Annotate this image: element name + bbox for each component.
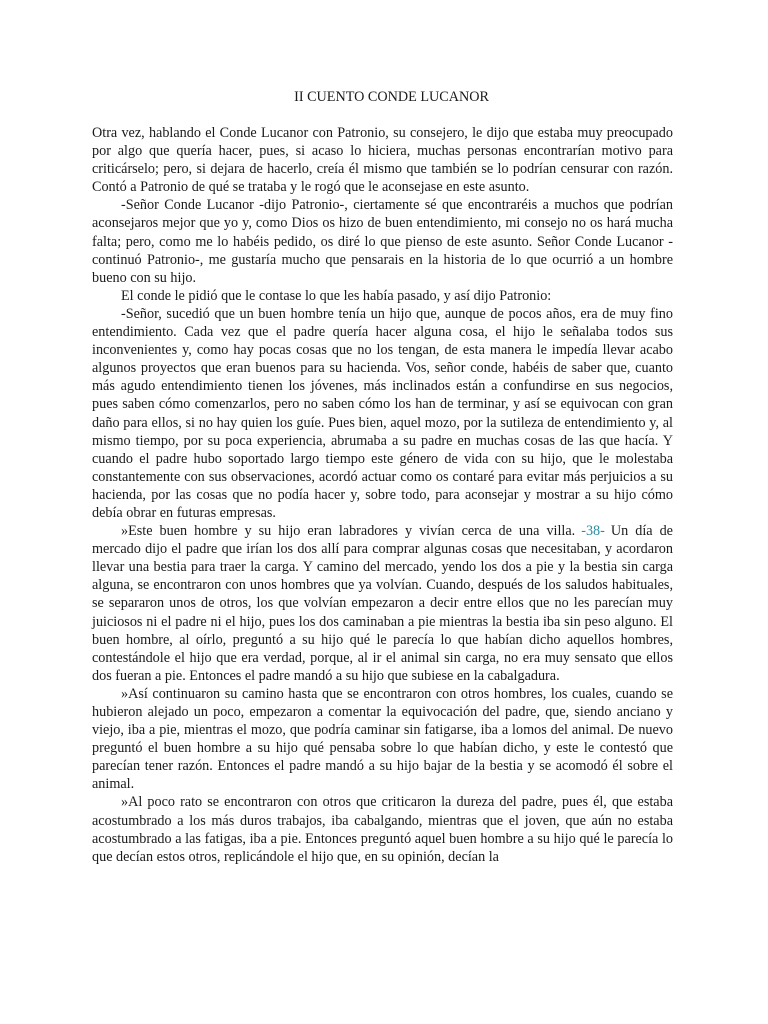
paragraph-3: El conde le pidió que le contase lo que les había pasado, y así dijo Patronio: <box>121 287 552 304</box>
paragraph-4: -Señor, sucedió que un buen hombre tenía un hijo que, aunque de pocos años, era de muy fino entendimiento. Cada vez que el padre quería hacer alguna cosa, el hijo le señalaba todos sus inconvenientes y, como hay pocas cosas que no los tengan, de esta manera le impedía llevar acabo algunos proyectos que eran buenos para su hacienda. Vos, señor conde, habéis de saber que, cuanto más agudo entendimiento tienen los jóvenes, más inclinados están a confundirse en sus negocios, pues saben cómo comenzarlos, pero no saben cómo los han de terminar, y así se equivocan con gran daño para ellos, si no hay quien los guíe. Pues bien, aquel mozo, por la sutileza de entendimiento y, al mismo tiempo, por su poca experiencia, abrumaba a su padre en muchas cosas de las que hacía. Y cuando el padre hubo soportado largo tiempo este género de vida con su hijo, que le molestaba constantemente con sus observaciones, acordó actuar como os contaré para evitar más perjuicios a su hacienda, por las cosas que no podía hacer y, sobre todo, para aconsejar y mostrar a su hijo cómo debía obrar en futuras empresas. <box>92 305 673 521</box>
page-number-marker[interactable]: -38- <box>581 523 605 540</box>
document-page <box>92 88 673 866</box>
paragraph-5-text-before: »Este buen hombre y su hijo eran labradores y vivían cerca de una villa. <box>121 523 576 540</box>
paragraph-2: -Señor Conde Lucanor -dijo Patronio-, ciertamente sé que encontraréis a muchos que podrían aconsejaros mejor que yo y, como Dios os hizo de buen entendimiento, mi consejo no os hará mucha falta; pero, como me lo habéis pedido, os diré lo que pienso de este asunto. Señor Conde Lucanor -continuó Patronio-, me gustaría mucho que pensarais en la historia de lo que ocurrió a un hombre bueno con su hijo. <box>92 197 673 286</box>
paragraph-7: »Al poco rato se encontraron con otros que criticaron la dureza del padre, pues él, que estaba acostumbrado a los más duros trabajos, iba cabalgando, mientras que el joven, que aún no estaba acostumbrado a las fatigas, iba a pie. Entonces preguntó aquel buen hombre a su hijo qué le parecía lo que decían estos otros, replicándole el hijo que, en su opinión, decían la <box>92 794 673 865</box>
paragraph-5-text-after: Un día de mercado dijo el padre que irían los dos allí para comprar algunas cosas que necesitaban, y acordaron llevar una bestia para traer la carga. Y camino del mercado, yendo los dos a pie y la bestia sin carga alguna, se encontraron con unos hombres que ya volvían. Cuando, después de los saludos habituales, se separaron unos de otros, los que volvían empezaron a decir entre ellos que no les parecían muy juiciosos ni el padre ni el hijo, pues los dos caminaban a pie mientras la bestia iba sin peso alguno. El buen hombre, al oírlo, preguntó a su hijo qué le parecía lo que habían dicho aquellos hombres, contestándole el hijo que era verdad, porque, al ir el animal sin carga, no era muy sensato que ellos dos fueran a pie. Entonces el padre mandó a su hijo que subiese en la cabalgadura. <box>92 523 673 684</box>
paragraph-1: Otra vez, hablando el Conde Lucanor con Patronio, su consejero, le dijo que estaba muy preocupado por algo que quería hacer, pues, si acaso lo hiciera, muchas personas encontrarían motivo para criticárselo; pero, si dejara de hacerlo, creía él mismo que también se lo podrían censurar con razón. Contó a Patronio de qué se trataba y le rogó que le aconsejase en este asunto. <box>92 125 673 196</box>
paragraph-6: »Así continuaron su camino hasta que se encontraron con otros hombres, los cuales, cuando se hubieron alejado un poco, empezaron a comentar la equivocación del padre, que, siendo anciano y viejo, iba a pie, mientras el mozo, que podría caminar sin fatigarse, iba a lomos del animal. De nuevo preguntó el buen hombre a su hijo qué pensaba sobre lo que habían dicho, y este le contestó que parecían tener razón. Entonces el padre mandó a su hijo bajar de la bestia y se acomodó él sobre el animal. <box>92 685 673 793</box>
paragraph-5 <box>92 522 673 685</box>
document-title: II CUENTO CONDE LUCANOR <box>294 89 489 105</box>
